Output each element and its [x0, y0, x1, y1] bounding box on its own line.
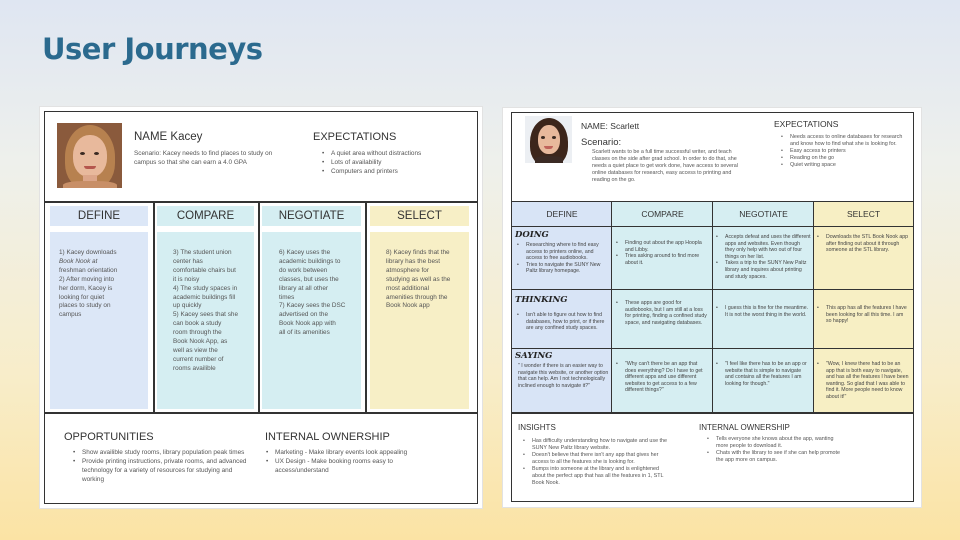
divider — [258, 201, 260, 413]
list-item: • Chats with the library to see if she can help promote the app more on campus. — [707, 450, 847, 464]
opportunities-list — [73, 449, 253, 485]
list-item: • Easy access to printers — [781, 148, 909, 155]
list-item: • Provide printing instructions, private rooms, and advanced technology for a variety of resources for studying and working — [73, 458, 253, 485]
scarlett-avatar — [525, 116, 572, 163]
ownership-list — [707, 436, 847, 464]
page-title: User Journeys — [42, 32, 263, 66]
cell-thinking-negotiate: • I guess this is fine for the meantime. It is not the worst thing in the world. — [716, 305, 811, 318]
stage-header-negotiate: NEGOTIATE — [739, 209, 788, 219]
kacey-journey-card — [40, 107, 482, 508]
opportunities-title: OPPORTUNITIES — [64, 431, 154, 443]
row-label-thinking: THINKING — [515, 295, 568, 305]
list-item: • Needs access to online databases for research and know how to find what she is looking for. — [781, 134, 909, 148]
scenario-text: Scenario: Kacey needs to find places to study on campus so that she can earn a 4.0 GPA — [134, 150, 273, 166]
scenario-text: Scarlett wants to be a full time successful writer, and teach classes on the side after grad school. In order to do that, she needs a quiet place to get work done, have access to several online databases for research, easy access to printing and reading on the go. — [592, 149, 738, 183]
divider — [153, 201, 155, 413]
expectations-title: EXPECTATIONS — [313, 131, 397, 143]
row-label-saying: SAYING — [515, 351, 553, 361]
cell-saying-select: • "Wow, I knew there had to be an app that is both easy to navigate, and has all the features I have been wanting. So glad that I was able to find it. More people need to know about it!" — [817, 361, 910, 401]
expectations-title: EXPECTATIONS — [774, 119, 839, 129]
stage-header-compare: COMPARE — [641, 209, 684, 219]
cell-thinking-define: • Isn't able to figure out how to find databases, how to print, or if there are any confined study spaces. — [517, 312, 609, 332]
divider — [44, 412, 478, 414]
cell-doing-define: • Researching where to find easy access to printers online, and access to free audiobooks. • Tries to navigate the SUNY New Paltz library homepage. — [517, 242, 609, 275]
stage-body-select: 8) Kacey finds that the library has the best atmosphere for studying as well as the most additional amenities through the Book Nook app — [370, 232, 469, 409]
list-item: • Reading on the go — [781, 155, 909, 162]
stage-header-select: SELECT — [370, 206, 469, 226]
cell-thinking-select: • This app has all the features I have been looking for all this time. I am so happy! — [817, 305, 910, 325]
expectations-list — [322, 150, 472, 177]
persona-name: NAME Kacey — [134, 131, 203, 143]
stage-header-define: DEFINE — [50, 206, 148, 226]
cell-saying-define: " I wonder if there is an easier way to navigate this website, or another option that can help. Am I not technologically inclined enough to navigate it?" — [518, 363, 609, 389]
cell-saying-compare: • "Why can't there be an app that does everything? Do I have to get different apps and use different websites to get access to a few different things?" — [616, 361, 708, 394]
list-item: • Computers and printers — [322, 168, 472, 177]
divider — [511, 412, 914, 414]
scarlett-journey-card — [503, 108, 921, 507]
cell-thinking-compare: • These apps are good for audiobooks, but I am still at a loss for printing, finding a confined study space, and navigating databases. — [616, 300, 708, 326]
insights-title: INSIGHTS — [518, 423, 556, 432]
scenario-label: Scenario: — [581, 137, 622, 148]
list-item: • Marketing - Make library events look appealing — [266, 449, 426, 458]
expectations-list — [781, 134, 909, 169]
list-item: • Tells everyone she knows about the app, wanting more people to download it. — [707, 436, 847, 450]
list-item: • Bumps into someone at the library and is enlightened about the perfect app that has all the features in 1, STL Book Nook. — [523, 466, 673, 487]
ownership-title: INTERNAL OWNERSHIP — [699, 423, 790, 432]
list-item: • Quiet writing space — [781, 162, 909, 169]
ownership-list — [266, 449, 426, 476]
divider — [44, 201, 478, 203]
stage-body-compare: 3) The student union center has comfortable chairs but it is noisy 4) The study spaces in academic buildings fill up quickly 5) Kacey sees that she can book a study room through the Book Nook App, as well as view the current number of rooms availible — [157, 232, 254, 409]
list-item: • Has difficulty understanding how to navigate and use the SUNY New Paltz library website. — [523, 438, 673, 452]
stage-header-define: DEFINE — [546, 209, 578, 219]
list-item: • UX Design - Make booking rooms easy to access/understand — [266, 458, 426, 476]
stage-body-define: 1) Kacey downloads Book Nook at freshman orientation 2) After moving into her dorm, Kacey is looking for quiet places to study on campus — [50, 232, 148, 409]
cell-saying-negotiate: • "I feel like there has to be an app or website that is simple to navigate and contains all the features I am looking for though." — [716, 361, 811, 387]
stage-header-compare: COMPARE — [157, 206, 254, 226]
divider — [365, 201, 367, 413]
list-item: • Lots of availability — [322, 159, 472, 168]
cell-doing-negotiate: • Accepts defeat and uses the different apps and websites. Even though they only help with two out of four things on her list. • Takes a trip to the SUNY New Paltz library and inquires about printing and study spaces. — [716, 234, 811, 280]
stage-header-negotiate: NEGOTIATE — [262, 206, 361, 226]
insights-list — [523, 438, 673, 487]
stage-header-select: SELECT — [846, 209, 881, 219]
ownership-title: INTERNAL OWNERSHIP — [265, 431, 390, 443]
list-item: • A quiet area without distractions — [322, 150, 472, 159]
cell-doing-compare: • Finding out about the app Hoopla and Libby. • Tries asking around to find more about it. — [616, 240, 708, 266]
list-item: • Doesn't believe that there isn't any app that gives her access to all the features she is looking for. — [523, 452, 673, 466]
kacey-avatar — [57, 123, 122, 188]
list-item: • Show availible study rooms, library population peak times — [73, 449, 253, 458]
cell-doing-select: • Downloads the STL Book Nook app after finding out about it through someone at the STL library. — [817, 234, 910, 254]
stage-body-negotiate: 6) Kacey uses the academic buildings to do work between classes, but uses the library at all other times 7) Kacey sees the DSC advertised on the Book Nook app with all of its amenities — [262, 232, 361, 409]
row-label-doing: DOING — [515, 230, 549, 240]
persona-name: NAME: Scarlett — [581, 121, 640, 131]
